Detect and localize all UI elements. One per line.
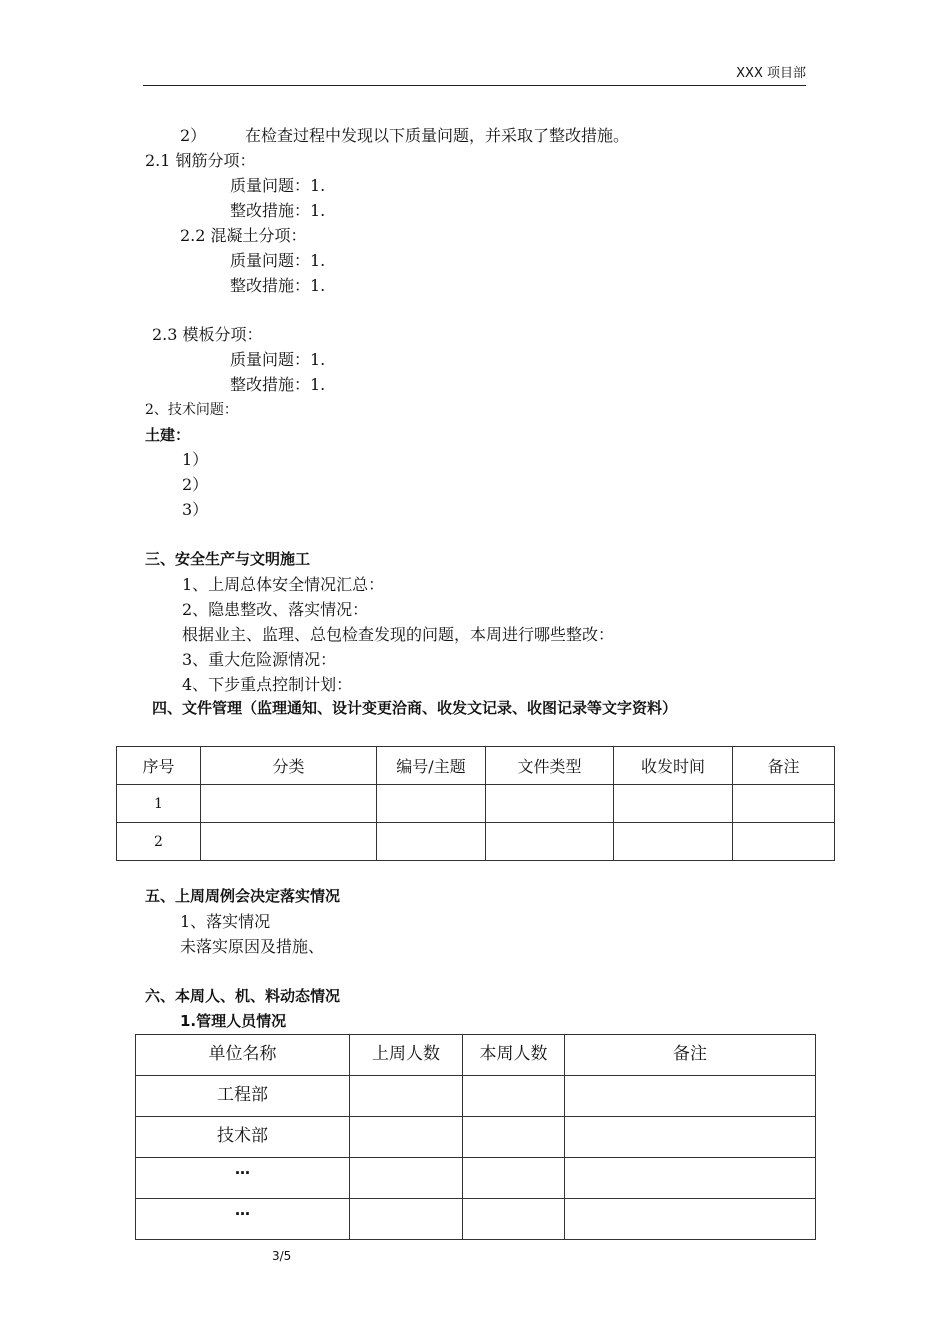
item-2-text: 在检查过程中发现以下质量问题，并采取了整改措施。 — [245, 126, 630, 145]
meeting-unimplemented-reasons: 未落实原因及措施、 — [180, 937, 325, 956]
col-header-send-receive-time: 收发时间 — [614, 747, 733, 785]
formwork-quality-problem: 质量问题：1. — [230, 350, 326, 369]
dynamics-section-title: 六、本周人、机、料动态情况 — [145, 987, 341, 1005]
table-cell — [350, 1076, 463, 1117]
table-cell — [350, 1199, 463, 1240]
table-cell — [486, 823, 614, 861]
table-cell — [463, 1158, 565, 1199]
unit-name: 技术部 — [136, 1117, 350, 1158]
management-staff-subtitle: 1.管理人员情况 — [180, 1012, 287, 1030]
table-row — [136, 1158, 816, 1199]
rebar-rectification: 整改措施：1. — [230, 201, 326, 220]
col-header-number-subject: 编号/主题 — [377, 747, 486, 785]
hazard-rectification: 2、隐患整改、落实情况： — [182, 600, 369, 619]
col-header-last-week-count: 上周人数 — [350, 1035, 463, 1076]
table-cell — [463, 1076, 565, 1117]
item-2-label: 2） — [180, 126, 207, 145]
formwork-rectification: 整改措施：1. — [230, 375, 326, 394]
tech-issues-title: 2、技术问题： — [145, 402, 238, 418]
table-row — [136, 1117, 816, 1158]
inspection-rectification: 根据业主、监理、总包检查发现的问题，本周进行哪些整改： — [182, 625, 615, 644]
table-cell — [486, 785, 614, 823]
table-cell — [377, 785, 486, 823]
table-cell — [350, 1117, 463, 1158]
col-header-unit-name: 单位名称 — [136, 1035, 350, 1076]
tech-item-3: 3） — [182, 500, 209, 519]
row-index: 2 — [117, 823, 201, 861]
formwork-section-title: 2.3 模板分项： — [152, 325, 263, 344]
table-header-row — [117, 747, 835, 785]
table-cell — [201, 823, 377, 861]
tech-item-2: 2） — [182, 475, 209, 494]
files-table — [116, 746, 835, 861]
table-row — [136, 1199, 816, 1240]
table-cell — [463, 1199, 565, 1240]
unit-name: 工程部 — [136, 1076, 350, 1117]
safety-summary: 1、上周总体安全情况汇总： — [182, 575, 385, 594]
major-hazards: 3、重大危险源情况： — [182, 650, 337, 669]
table-header-row — [136, 1035, 816, 1076]
table-row — [117, 823, 835, 861]
table-cell — [565, 1158, 816, 1199]
table-cell — [463, 1117, 565, 1158]
table-cell — [565, 1076, 816, 1117]
col-header-index: 序号 — [117, 747, 201, 785]
table-row — [117, 785, 835, 823]
col-header-file-type: 文件类型 — [486, 747, 614, 785]
row-index: 1 — [117, 785, 201, 823]
unit-name: … — [136, 1158, 350, 1199]
col-header-category: 分类 — [201, 747, 377, 785]
staff-table — [135, 1034, 816, 1240]
meeting-implementation: 1、落实情况 — [180, 912, 271, 931]
col-header-remarks: 备注 — [565, 1035, 816, 1076]
page-number: 3/5 — [272, 1249, 292, 1263]
unit-name: … — [136, 1199, 350, 1240]
files-section-title: 四、文件管理（监理通知、设计变更洽商、收发文记录、收图记录等文字资料） — [152, 699, 678, 717]
table-cell — [377, 823, 486, 861]
header-project-name: XXX 项目部 — [736, 66, 806, 81]
table-cell — [565, 1199, 816, 1240]
civil-label: 土建： — [145, 426, 191, 444]
table-cell — [733, 823, 835, 861]
header-divider — [143, 85, 806, 86]
table-cell — [733, 785, 835, 823]
tech-item-1: 1） — [182, 450, 209, 469]
safety-section-title: 三、安全生产与文明施工 — [145, 550, 311, 568]
table-row — [136, 1076, 816, 1117]
meeting-section-title: 五、上周周例会决定落实情况 — [145, 887, 341, 905]
table-cell — [614, 823, 733, 861]
rebar-section-title: 2.1 钢筋分项： — [145, 151, 256, 170]
concrete-quality-problem: 质量问题：1. — [230, 251, 326, 270]
col-header-this-week-count: 本周人数 — [463, 1035, 565, 1076]
concrete-rectification: 整改措施：1. — [230, 276, 326, 295]
table-cell — [201, 785, 377, 823]
table-cell — [614, 785, 733, 823]
control-plan: 4、下步重点控制计划： — [182, 675, 353, 694]
table-cell — [350, 1158, 463, 1199]
concrete-section-title: 2.2 混凝土分项： — [180, 226, 307, 245]
rebar-quality-problem: 质量问题：1. — [230, 176, 326, 195]
table-cell — [565, 1117, 816, 1158]
col-header-remarks: 备注 — [733, 747, 835, 785]
